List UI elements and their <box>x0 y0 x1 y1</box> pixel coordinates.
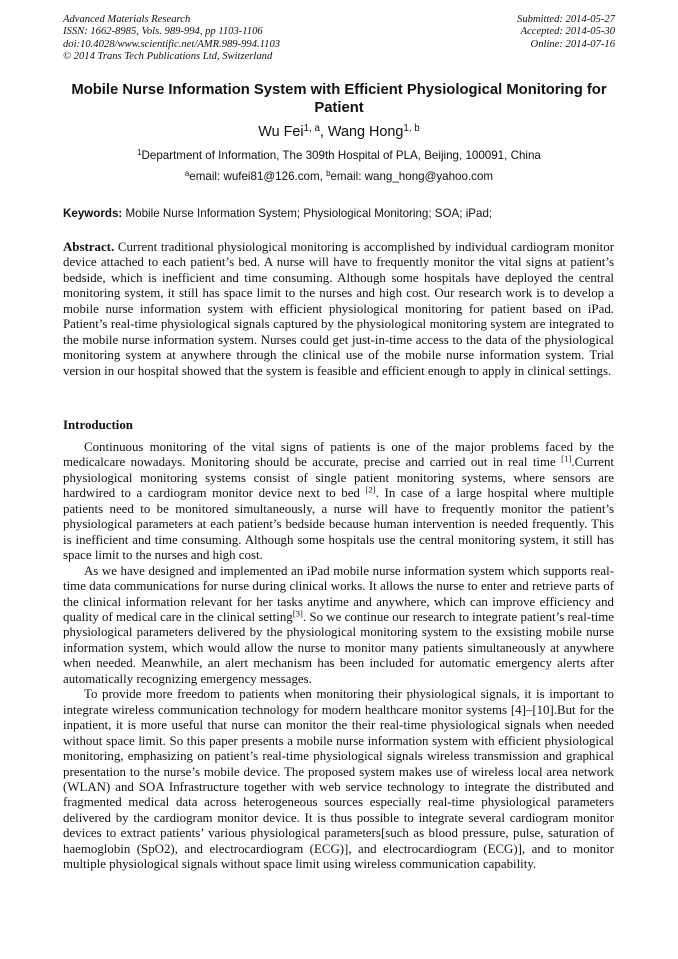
paragraph <box>63 440 614 564</box>
citation: [1] <box>561 454 572 465</box>
issn-line: ISSN: 1662-8985, Vols. 989-994, pp 1103-1106 <box>63 26 263 38</box>
introduction-body <box>63 440 614 873</box>
keywords <box>63 206 623 221</box>
copyright-line: © 2014 Trans Tech Publications Ltd, Switzerland <box>63 51 273 63</box>
citation: [3] <box>292 608 303 619</box>
online-date: Online: 2014-07-16 <box>530 38 615 50</box>
author-separator: , <box>319 124 328 140</box>
keywords-text: Mobile Nurse Information System; Physiological Monitoring; SOA; iPad; <box>122 207 493 220</box>
author-emails <box>0 169 678 184</box>
author-name: Wu Fei <box>258 124 304 140</box>
email-mark: a <box>184 169 190 179</box>
affiliation-text: Department of Information, The 309th Hospital of PLA, Beijing, 100091, China <box>141 149 541 162</box>
affiliation <box>0 148 678 163</box>
email-text: email: wang_hong@yahoo.com <box>330 170 494 183</box>
keywords-label: Keywords: <box>63 207 123 220</box>
accepted-date: Accepted: 2014-05-30 <box>520 26 615 38</box>
abstract-label: Abstract. <box>63 240 115 254</box>
paragraph-text: Continuous monitoring of the vital signs of patients is one of the major problems faced by the medicalcare nowadays. Monitoring should be accurate, precise and carried out in real time <box>63 440 614 470</box>
author-name: Wang Hong <box>327 124 404 140</box>
email-text: email: wufei81@126.com, <box>189 170 327 183</box>
paragraph: To provide more freedom to patients when monitoring their physiological signals, it is important to integrate wireless communication technology for modern healthcare monitor systems [4]–[10].But for the inpatient, it is more useful that nurse can monitor the their real-time physiological signals when needed without space limit. So this paper presents a mobile nurse information system with efficient physiological monitoring, emphasizing on patient’s real-time physiological signals wireless transmission and graphical presentation to the nurse’s mobile device. The proposed system makes use of wireless local area network (WLAN) and SOA Infrastructure together with web service technology to integrate the distributed and fragmented medical data across heterogeneous sources especially real-time physiological parameters delivered by the cardiogram monitor device. It is thus possible to integrate several cardiogram monitor devices to extract patients’ various physiological parameters[such as blood pressure, pulse, saturation of haemoglobin (SpO2), and electrocardiogram (ECG)], and electrocardiogram (ECG)], and to monitor multiple physiological signals without space limit using wireless communication capability. <box>63 687 614 872</box>
authors <box>0 123 678 141</box>
affiliation-mark: 1 <box>137 148 142 158</box>
author-affiliation-mark: 1, a <box>303 123 320 135</box>
paragraph-text: . So we continue our research to integrate patient’s real-time physiological parameters delivered by the physiological monitoring system to the exsisting mobile nurse information system, which would allow the nurse to monitor many patients simultaneously at anywhere when needed. Meanwhile, an alert mechanism has been included for automatic emergency alerts after automatically recognizing emergency messages. <box>63 609 614 686</box>
section-heading: Introduction <box>63 418 133 432</box>
abstract <box>63 240 614 379</box>
author-affiliation-mark: 1, b <box>403 123 420 135</box>
submitted-date: Submitted: 2014-05-27 <box>517 14 615 25</box>
doi-line: doi:10.4028/www.scientific.net/AMR.989-994.1103 <box>63 38 281 50</box>
paragraph-text: .Current physiological monitoring systems consist of single patient monitoring systems, where sensors are hardwired to a cardiogram monitor device next to bed <box>63 455 614 501</box>
dates-info <box>517 14 615 51</box>
abstract-text: Current traditional physiological monitoring is accomplished by individual cardiogram monitor device attached to each patient’s bed. A nurse will have to frequently monitor the vital signs at patient’s bedside, which is inefficient and time consuming. Although some hospitals have deployed the central monitoring system, it still has space limit to the nurses and high cost. Our research work is to develop a mobile nurse information system with efficient physiological monitoring for patient based on iPad. Patient’s real-time physiological signals captured by the physiological monitoring system are integrated to the mobile nurse information system. Nurses could get just-in-time access to the data of the physiological monitoring system at anywhere through the clinical use of the mobile nurse information system. Trial version in our hospital showed that the system is feasible and efficient enough to apply in clinical settings. <box>63 240 614 378</box>
paper-title: Mobile Nurse Information System with Efficient Physiological Monitoring for Patient <box>71 82 607 116</box>
paragraph-text: As we have designed and implemented an iPad mobile nurse information system which supports real-time data communications for nurse during clinical works. It allows the nurse to enter and retrieve parts of the clinical information relevant for her tasks anytime and anywhere, which can improve efficiency and quality of medical care in the clinical setting <box>63 563 614 624</box>
email-mark: b <box>326 169 331 179</box>
journal-info <box>63 14 280 64</box>
paragraph-text: . In case of a large hospital where multiple patients need to be monitored simultaneously, a nurse will have to frequently monitor the patient’s physiological parameters at each patient’s bedside because human intervention is needed frequently. This is inefficient and time consuming. Although some hospitals use the central monitoring system, it still has space limit to the nurses and high cost. <box>63 486 614 563</box>
citation: [2] <box>365 484 376 495</box>
journal-name: Advanced Materials Research <box>63 14 191 25</box>
paragraph <box>63 564 614 688</box>
